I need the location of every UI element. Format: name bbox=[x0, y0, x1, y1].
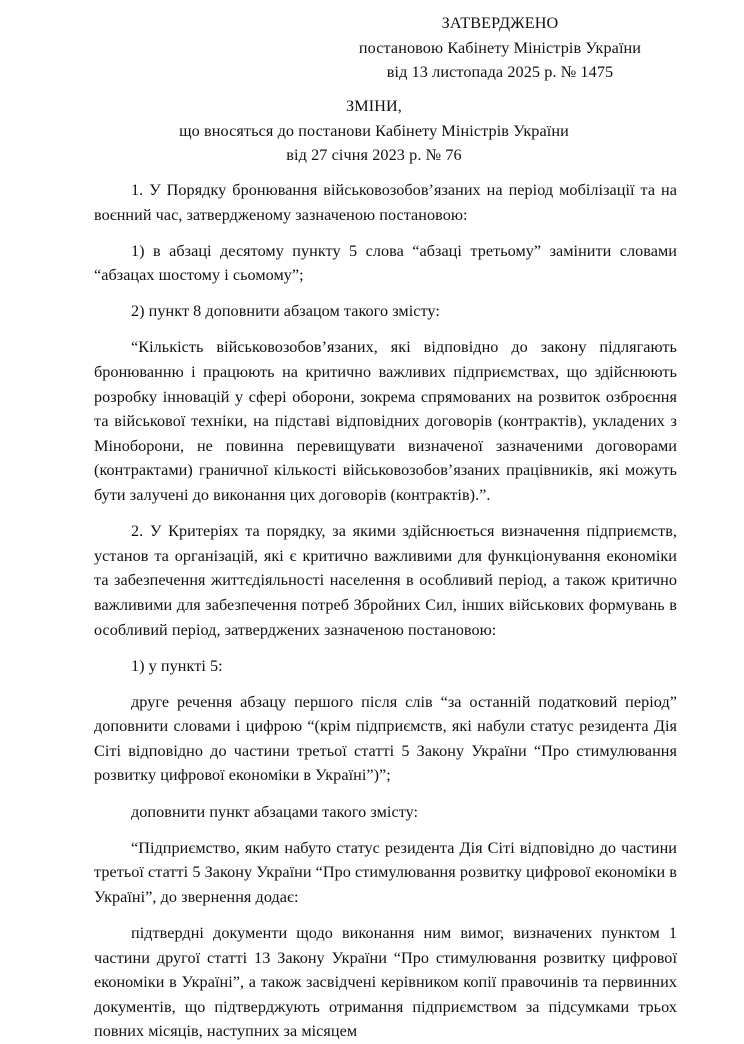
document-body bbox=[94, 178, 677, 1044]
paragraph-supporting-documents: підтвердні документи щодо виконання ним вимог, визначених пунктом 1 частини другої статті 13 Закону України “Про стимулювання розвитку цифрової економіки в Україні”, а також засвідчені керівником копії правочинів та первинних документів, що підтверджують отримання підприємством за підсумками трьох повних місяців, наступних за місяцем bbox=[94, 923, 677, 1041]
title-reference: від 27 січня 2023 р. № 76 bbox=[286, 146, 462, 164]
paragraph-quoted-clause-1: “Кількість військовозобов’язаних, які відповідно до закону підлягають бронюванню і працюють на критично важливих підприємствах, що здійснюють розробку інновацій у сфері оборони, зокрема спрямованих на розвиток озброєння та військової техніки, на підставі відповідних договорів (контрактів), укладених з Міноборони, не повинна перевищувати визначеної зазначеними договорами (контрактами) граничної кількості військовозобов’язаних працівників, які можуть бути залучені до виконання цих договорів (контрактів).”. bbox=[94, 338, 677, 505]
title-subtitle: що вносяться до постанови Кабінету Міністрів України bbox=[179, 121, 569, 140]
paragraph-item-1: 1. У Порядку бронювання військовозобов’язаних на період мобілізації та на воєнний час, затвердженому зазначеною постановою: bbox=[94, 181, 677, 224]
paragraph-item-1-2: 2) пункт 8 доповнити абзацом такого змісту: bbox=[131, 302, 440, 321]
paragraph-add-clause-intro: доповнити пункт абзацами такого змісту: bbox=[131, 802, 419, 821]
paragraph-item-2-1: 1) у пункті 5: bbox=[131, 656, 223, 675]
paragraph-item-2: 2. У Критеріях та порядку, за якими здійснюється визначення підприємств, установ та організацій, які є критично важливими для функціонування економіки та забезпечення життєдіяльності населення в особливий період, а також критично важливими для забезпечення потреб Збройних Сил, інших військових формувань в особливий період, затверджених зазначеною постановою: bbox=[94, 522, 677, 639]
approval-heading: ЗАТВЕРДЖЕНО bbox=[441, 14, 559, 32]
approval-block bbox=[322, 11, 678, 85]
paragraph-item-1-1: 1) в абзаці десятому пункту 5 слова “абзаці третьому” замінити словами “абзацах шостому і сьомому”; bbox=[94, 241, 677, 285]
approval-authority: постановою Кабінету Міністрів України bbox=[358, 38, 642, 57]
approval-reference: від 13 листопада 2025 р. № 1475 bbox=[386, 63, 614, 81]
page-title: ЗМІНИ, bbox=[346, 97, 402, 115]
paragraph-quoted-clause-2: “Підприємство, яким набуто статус резидента Дія Сіті відповідно до частини третьої статті 5 Закону України “Про стимулювання розвитку цифрової економіки в Україні”, до звернення додає: bbox=[94, 838, 677, 906]
document-title-block bbox=[72, 94, 676, 168]
paragraph-amendment-sentence: друге речення абзацу першого після слів “за останній податковий період” доповнити словами і цифрою “(крім підприємств, які набули статус резидента Дія Сіті відповідно до частини третьої статті 5 Закону України “Про стимулювання розвитку цифрової економіки в Україні”)”; bbox=[94, 692, 677, 785]
